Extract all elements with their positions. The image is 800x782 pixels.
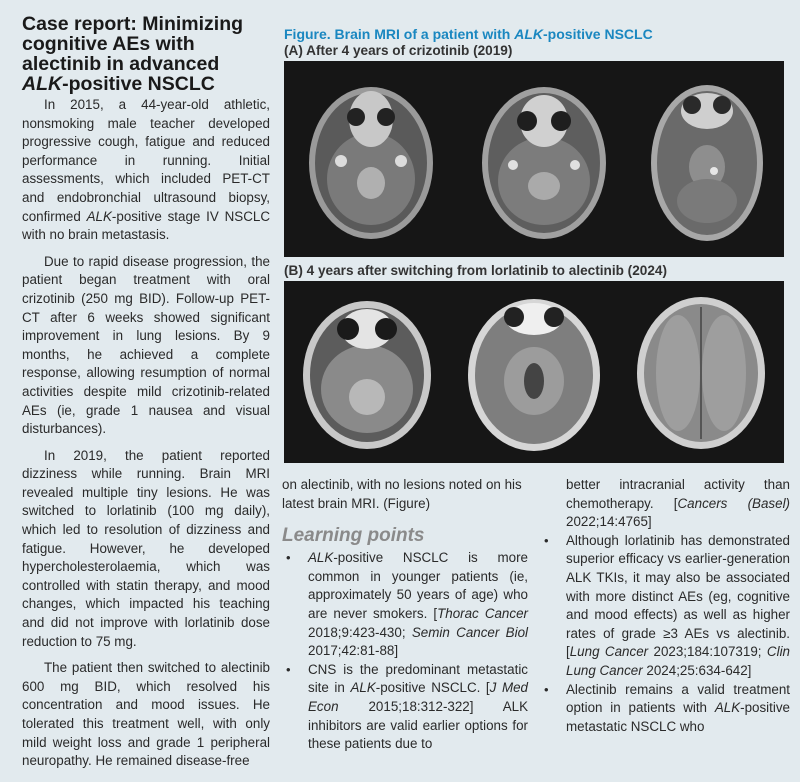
panel-a-images — [284, 61, 784, 257]
learning-points-list — [282, 549, 528, 754]
paragraph-3: In 2019, the patient reported dizziness while running. Brain MRI revealed multiple tiny lesions. He was switched to lorlatinib (100 mg daily), which led to resolution of dizziness and fatigue. However, he developed hypercholesterolaemia, which was controlled with statin therapy, and mood changes, which impacted his teaching and did not improve with lorlatinib dose reduction to 75 mg. — [22, 447, 270, 649]
article-title: Case report: Minimizing cognitive AEs with alectinib in advanced ALK-positive NSCLC — [22, 13, 244, 95]
mri-scan-b1 — [292, 289, 442, 455]
mri-scan-a3 — [642, 71, 772, 247]
mri-scan-b2 — [459, 289, 609, 455]
middle-column — [282, 476, 528, 754]
left-column — [22, 14, 270, 779]
panel-a-label: (A) After 4 years of crizotinib (2019) — [284, 43, 513, 58]
mri-figure — [284, 26, 784, 463]
mri-scan-a1 — [296, 71, 446, 247]
panel-b-label: (B) 4 years after switching from lorlatinib to alectinib (2024) — [284, 263, 667, 278]
learning-points-heading: Learning points — [282, 525, 425, 547]
learning-point-4: • Alectinib remains a valid treatment option in patients with ALK-positive metastatic NSCLC who — [540, 681, 790, 737]
learning-point-1: • ALK-positive NSCLC is more common in younger patients (ie, approximately 50 years of age) who are never smokers. [Thorac Cancer 2018;9:423-430; Semin Cancer Biol 2017;42:81-88] — [282, 549, 528, 661]
learning-point-2: • CNS is the predominant metastatic site in ALK-positive NSCLC. [J Med Econ 2015;18:312-322] ALK inhibitors are valid earlier options for these patients due to — [282, 661, 528, 754]
right-column — [540, 476, 790, 736]
mri-scan-b3 — [626, 289, 776, 455]
learning-point-2-continued: better intracranial activity than chemotherapy. [Cancers (Basel) 2022;14:4765] — [566, 477, 790, 530]
paragraph-2: Due to rapid disease progression, the patient began treatment with oral crizotinib (250 mg BID). Follow-up PET-CT after 6 weeks showed significant improvement in lung lesions. By 9 months, he achieved a complete response, allowing resumption of normal activities despite mild crizotinib-related AEs (ie, grade 1 nausea and visual disturbances). — [22, 253, 270, 437]
paragraph-1: In 2015, a 44-year-old athletic, nonsmoking male teacher developed progressive cough, fatigue and reduced performance in running. Initial assessments, which included PET-CT and endobronchial ultrasound biopsy, confirmed ALK-positive stage IV NSCLC with no brain metastasis. — [22, 97, 271, 243]
panel-b-images — [284, 281, 784, 463]
learning-points-list-continued — [540, 532, 790, 737]
figure-title: Figure. Brain MRI of a patient with ALK-positive NSCLC — [284, 26, 653, 42]
paragraph-4: The patient then switched to alectinib 600 mg BID, which resolved his concentration and mood issues. He tolerated this treatment well, with only mild weight loss and grade 1 peripheral neuropathy. He remained disease-free — [22, 660, 270, 769]
paragraph-5: on alectinib, with no lesions noted on his latest brain MRI. (Figure) — [282, 477, 522, 511]
learning-point-3: • Although lorlatinib has demonstrated superior efficacy vs earlier-generation ALK TKIs, it may also be associated with more distinct AEs (eg, cognitive and mood effects) as well as higher rates of grade ≥3 AEs vs alectinib. [Lung Cancer 2023;184:107319; Clin Lung Cancer 2024;25:634-642] — [540, 532, 790, 681]
mri-scan-a2 — [469, 71, 619, 247]
